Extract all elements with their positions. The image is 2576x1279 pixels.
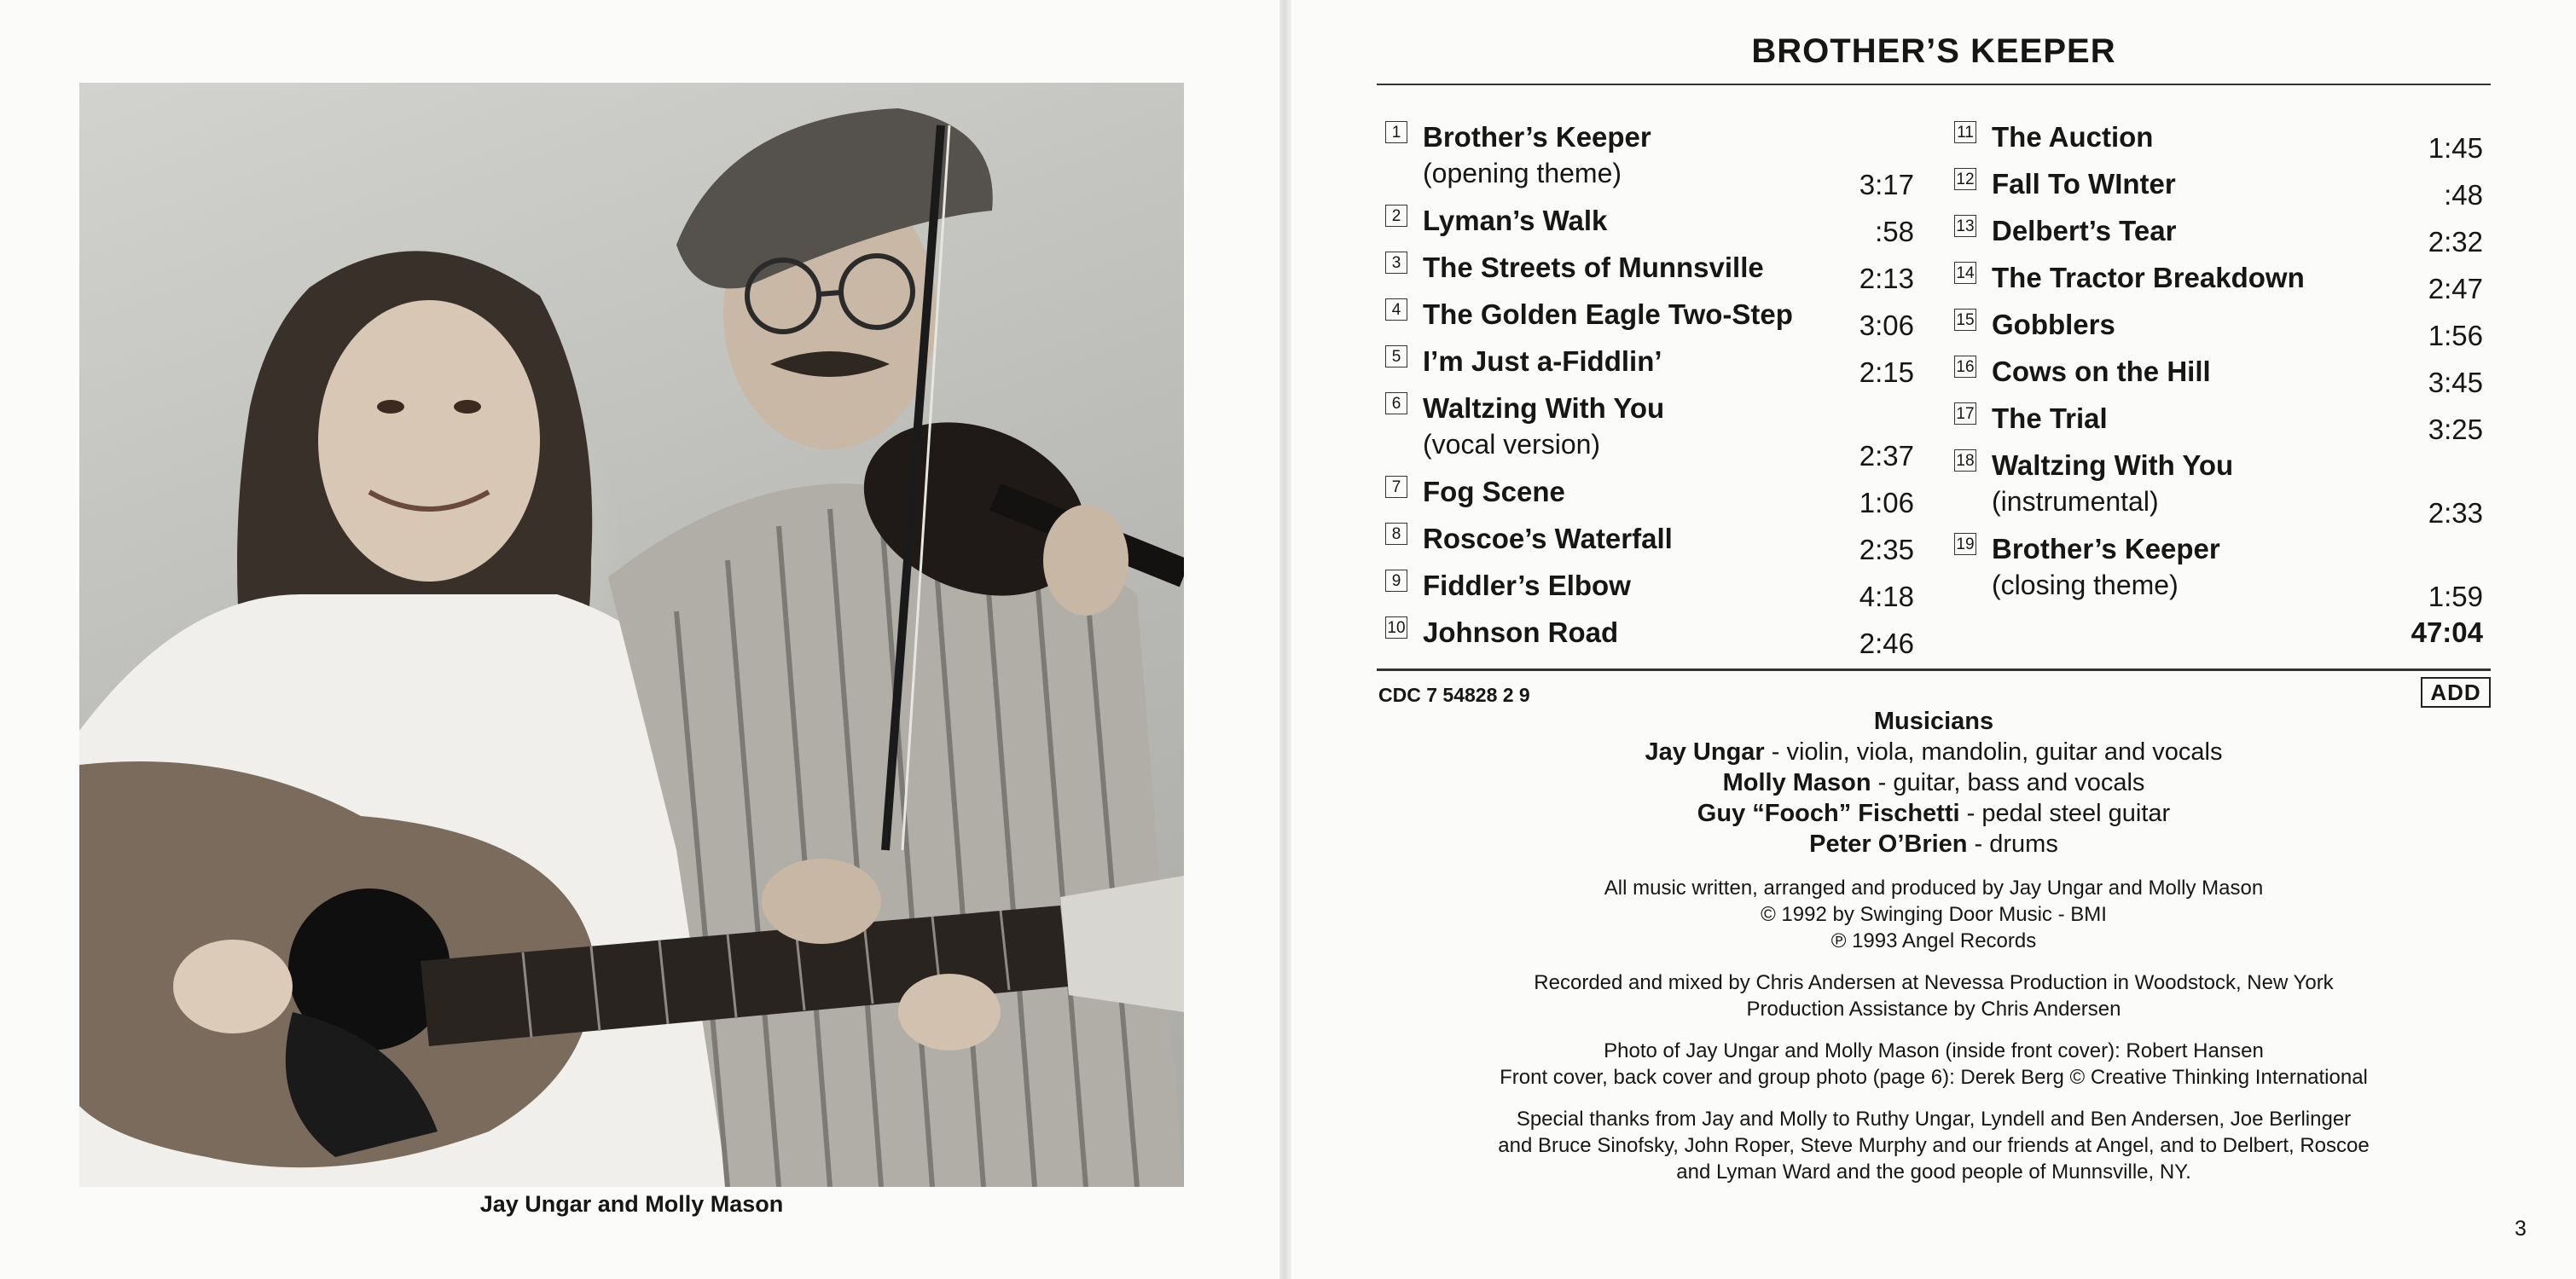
track-title: Roscoe’s Waterfall bbox=[1423, 523, 1673, 554]
track-duration: 3:45 bbox=[2428, 367, 2483, 398]
note-line: ℗ 1993 Angel Records bbox=[1830, 929, 2037, 952]
musician-line bbox=[1377, 798, 2491, 829]
track-number: 13 bbox=[1954, 215, 1976, 237]
note-line: Production Assistance by Chris Andersen bbox=[1746, 998, 2121, 1021]
track-duration: 1:06 bbox=[1859, 487, 1914, 518]
track-item bbox=[1954, 213, 2483, 260]
track-item bbox=[1385, 119, 1914, 203]
track-number: 10 bbox=[1385, 616, 1407, 639]
photo-credits bbox=[1377, 1038, 2491, 1091]
left-page bbox=[0, 0, 1279, 1279]
track-number: 3 bbox=[1385, 252, 1407, 274]
track-duration: 2:46 bbox=[1859, 628, 1914, 659]
track-title: I’m Just a-Fiddlin’ bbox=[1423, 345, 1662, 377]
track-item bbox=[1385, 297, 1914, 344]
track-duration: 2:15 bbox=[1859, 356, 1914, 388]
track-duration: 2:33 bbox=[2428, 497, 2483, 529]
add-badge: ADD bbox=[2421, 677, 2491, 708]
track-duration: 3:17 bbox=[1859, 169, 1914, 200]
track-number: 12 bbox=[1954, 168, 1976, 190]
musician-name: Molly Mason bbox=[1722, 769, 1871, 796]
track-title: Delbert’s Tear bbox=[1992, 215, 2177, 246]
track-item bbox=[1385, 568, 1914, 615]
track-number: 16 bbox=[1954, 356, 1976, 378]
note-line: Front cover, back cover and group photo (page 6): Derek Berg © Creative Thinking International bbox=[1500, 1066, 2368, 1089]
track-item bbox=[1385, 521, 1914, 568]
track-title: Brother’s Keeper bbox=[1423, 121, 1651, 153]
musician-line bbox=[1377, 767, 2491, 798]
track-title: The Golden Eagle Two-Step bbox=[1423, 298, 1793, 330]
note-line: All music written, arranged and produced by Jay Ungar and Molly Mason bbox=[1604, 877, 2264, 900]
track-subtitle: (opening theme) bbox=[1423, 158, 1622, 188]
musician-name: Peter O’Brien bbox=[1809, 830, 1968, 858]
note-line: Photo of Jay Ungar and Molly Mason (inside front cover): Robert Hansen bbox=[1604, 1039, 2264, 1062]
track-title: Fog Scene bbox=[1423, 476, 1565, 507]
track-item bbox=[1954, 531, 2483, 615]
track-number: 1 bbox=[1385, 121, 1407, 143]
tracklist-column-2 bbox=[1954, 119, 2483, 648]
note-line: Special thanks from Jay and Molly to Ruthy Ungar, Lyndell and Ben Andersen, Joe Berlinger bbox=[1516, 1108, 2352, 1131]
total-running-time: 47:04 bbox=[2411, 616, 2483, 648]
musician-line bbox=[1377, 829, 2491, 859]
credits bbox=[1377, 706, 2491, 1185]
track-duration: 1:56 bbox=[2428, 320, 2483, 351]
track-subtitle: (vocal version) bbox=[1423, 429, 1601, 460]
album-title: BROTHER’S KEEPER bbox=[1751, 32, 2116, 70]
track-duration: :48 bbox=[2444, 179, 2483, 211]
note-line: Recorded and mixed by Chris Andersen at Nevessa Production in Woodstock, New York bbox=[1534, 971, 2334, 994]
track-duration: 3:06 bbox=[1859, 310, 1914, 341]
track-number: 7 bbox=[1385, 476, 1407, 498]
production-notes bbox=[1377, 875, 2491, 954]
track-number: 6 bbox=[1385, 392, 1407, 414]
track-duration: :58 bbox=[1875, 216, 1914, 247]
musician-role: - pedal steel guitar bbox=[1959, 800, 2171, 827]
track-item bbox=[1385, 474, 1914, 521]
track-title: Lyman’s Walk bbox=[1423, 205, 1608, 236]
catalog-number: CDC 7 54828 2 9 bbox=[1378, 684, 1530, 706]
track-duration: 2:47 bbox=[2428, 273, 2483, 304]
track-item bbox=[1385, 615, 1914, 662]
track-number: 4 bbox=[1385, 298, 1407, 321]
track-title: The Auction bbox=[1992, 121, 2154, 153]
musician-role: - guitar, bass and vocals bbox=[1871, 769, 2145, 796]
musician-role: - violin, viola, mandolin, guitar and vocals bbox=[1764, 738, 2223, 766]
note-line: and Bruce Sinofsky, John Roper, Steve Murphy and our friends at Angel, and to Delbert, Roscoe bbox=[1498, 1134, 2370, 1157]
track-item bbox=[1954, 307, 2483, 354]
track-title: Waltzing With You bbox=[1423, 392, 1665, 424]
track-item bbox=[1954, 401, 2483, 448]
track-duration: 1:45 bbox=[2428, 132, 2483, 164]
note-line: © 1992 by Swinging Door Music - BMI bbox=[1761, 903, 2107, 926]
track-number: 11 bbox=[1954, 121, 1976, 143]
track-number: 8 bbox=[1385, 523, 1407, 545]
tracklist-column-1 bbox=[1385, 119, 1914, 662]
track-number: 14 bbox=[1954, 262, 1976, 284]
track-duration: 1:59 bbox=[2428, 581, 2483, 612]
track-duration: 2:13 bbox=[1859, 263, 1914, 294]
divider-middle bbox=[1377, 668, 2491, 671]
track-item bbox=[1385, 391, 1914, 474]
recording-notes bbox=[1377, 969, 2491, 1022]
photo-jay-ungar-molly-mason bbox=[79, 83, 1184, 1187]
track-duration: 2:35 bbox=[1859, 534, 1914, 565]
page-fold bbox=[1279, 0, 1291, 1279]
right-page bbox=[1291, 0, 2576, 1279]
musician-role: - drums bbox=[1967, 830, 2058, 858]
note-line: and Lyman Ward and the good people of Munnsville, NY. bbox=[1676, 1160, 2191, 1184]
track-subtitle: (instrumental) bbox=[1992, 486, 2159, 517]
track-title: The Streets of Munnsville bbox=[1423, 252, 1764, 283]
track-duration: 4:18 bbox=[1859, 581, 1914, 612]
track-title: Brother’s Keeper bbox=[1992, 533, 2220, 564]
track-title: Gobblers bbox=[1992, 309, 2115, 340]
track-subtitle: (closing theme) bbox=[1992, 570, 2179, 600]
photo-illustration bbox=[79, 83, 1184, 1187]
track-title: The Tractor Breakdown bbox=[1992, 262, 2305, 293]
track-duration: 3:25 bbox=[2428, 414, 2483, 445]
track-item bbox=[1385, 250, 1914, 297]
special-thanks bbox=[1377, 1106, 2491, 1185]
track-title: Johnson Road bbox=[1423, 616, 1619, 648]
track-number: 18 bbox=[1954, 449, 1976, 472]
track-title: Waltzing With You bbox=[1992, 449, 2234, 481]
musician-name: Jay Ungar bbox=[1645, 738, 1765, 766]
track-title: The Trial bbox=[1992, 402, 2108, 434]
track-item bbox=[1954, 448, 2483, 531]
track-number: 15 bbox=[1954, 309, 1976, 331]
track-duration: 2:37 bbox=[1859, 440, 1914, 472]
divider-top bbox=[1377, 84, 2491, 85]
track-item bbox=[1954, 119, 2483, 166]
photo-caption: Jay Ungar and Molly Mason bbox=[479, 1191, 784, 1217]
track-item bbox=[1385, 344, 1914, 391]
track-title: Cows on the Hill bbox=[1992, 356, 2211, 387]
track-duration: 2:32 bbox=[2428, 226, 2483, 258]
musician-line bbox=[1377, 737, 2491, 767]
musician-name: Guy “Fooch” Fischetti bbox=[1697, 800, 1960, 827]
track-item bbox=[1954, 260, 2483, 307]
track-number: 5 bbox=[1385, 345, 1407, 367]
track-number: 2 bbox=[1385, 205, 1407, 227]
track-number: 17 bbox=[1954, 402, 1976, 425]
track-title: Fiddler’s Elbow bbox=[1423, 570, 1631, 601]
track-number: 19 bbox=[1954, 533, 1976, 555]
track-number: 9 bbox=[1385, 570, 1407, 592]
track-title: Fall To WInter bbox=[1992, 168, 2176, 200]
track-item bbox=[1385, 203, 1914, 250]
track-item bbox=[1954, 166, 2483, 213]
page-number: 3 bbox=[2515, 1217, 2527, 1241]
track-item bbox=[1954, 354, 2483, 401]
musicians-heading: Musicians bbox=[1873, 708, 1994, 735]
